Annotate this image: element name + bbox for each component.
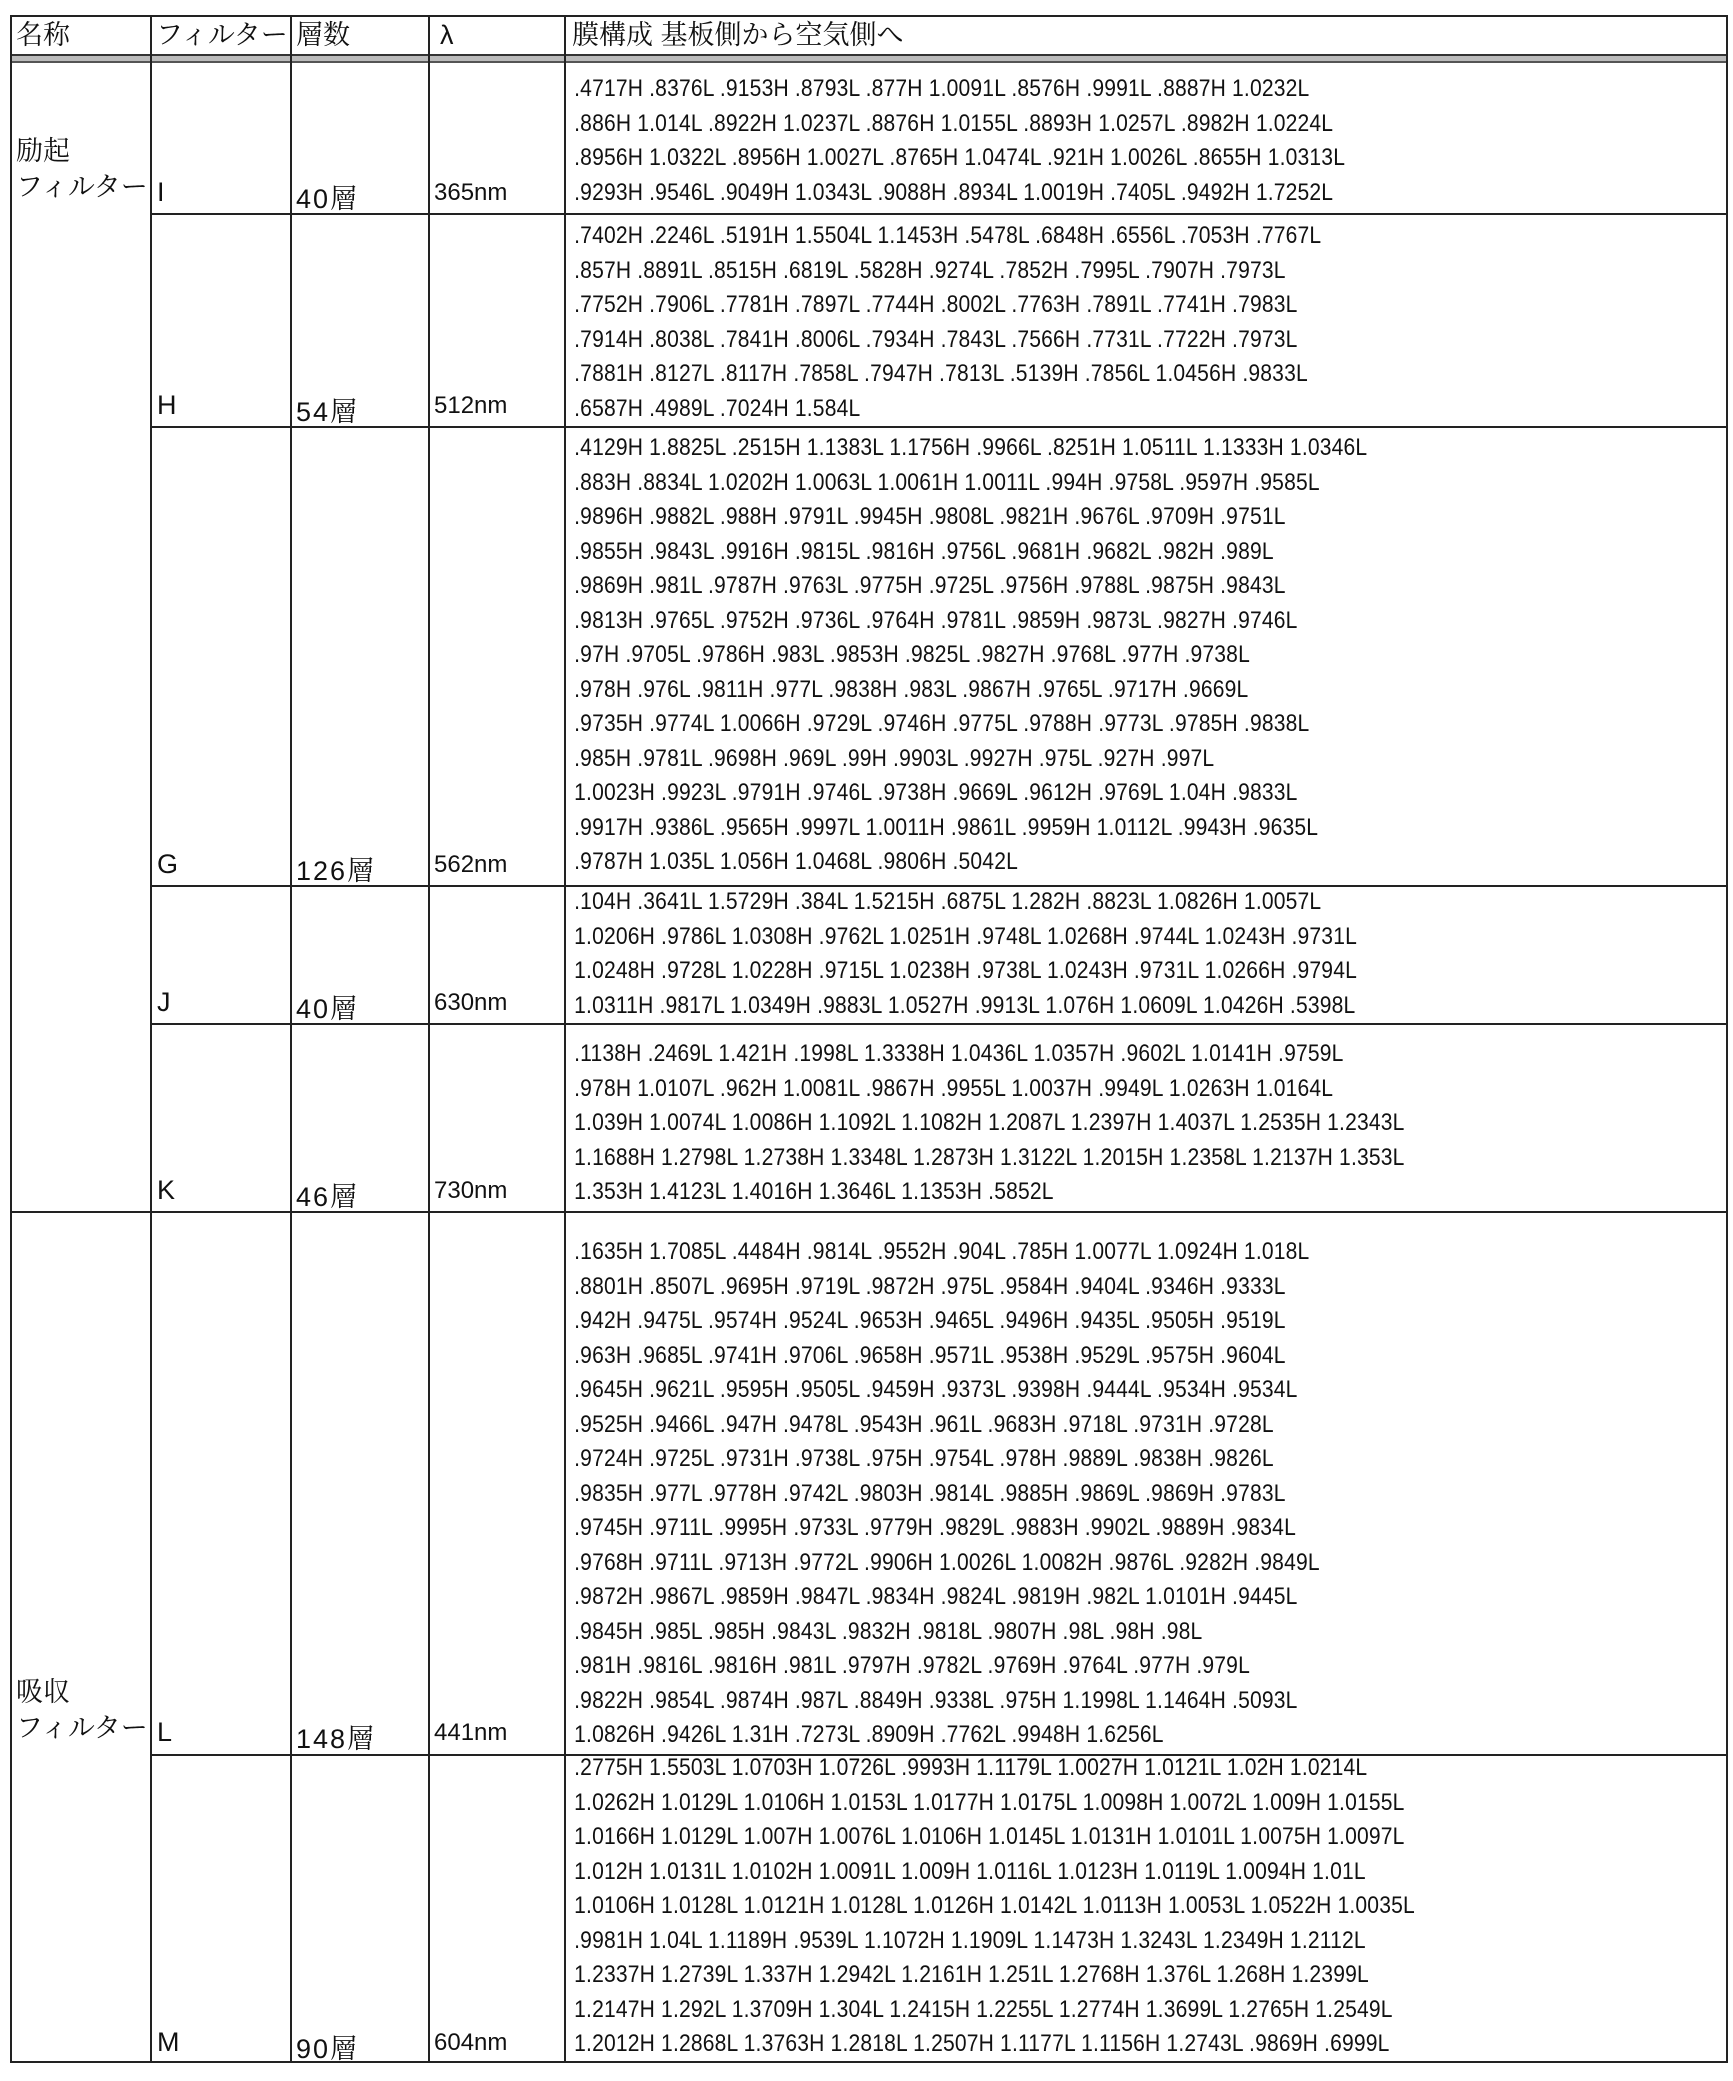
film-line: .978H .976L .9811H .977L .9838H .983L .9867H .9765L .9717H .9669L <box>574 673 1562 708</box>
film-line: .9855H .9843L .9916H .9815L .9816H .9756L .9681H .9682L .982H .989L <box>574 535 1562 570</box>
film-structure-G <box>569 431 1562 880</box>
film-line: 1.0248H .9728L 1.0228H .9715L 1.0238H .9738L 1.0243H .9731L 1.0266H .9794L <box>574 954 1562 989</box>
group-label-line1: 励起 <box>16 133 150 169</box>
film-line: .9845H .985L .985H .9843L .9832H .9818L .9807H .98L .98H .98L <box>574 1615 1562 1650</box>
film-line: .9981H 1.04L 1.1189H .9539L 1.1072H 1.1909L 1.1473H 1.3243L 1.2349H 1.2112L <box>574 1924 1562 1959</box>
film-line: .7881H .8127L .8117H .7858L .7947H .7813L .5139H .7856L 1.0456H .9833L <box>574 357 1562 392</box>
group-label-line2: フィルター <box>16 1710 150 1746</box>
group-divider <box>12 1211 1726 1213</box>
film-line: .883H .8834L 1.0202H 1.0063L 1.0061H 1.0011L .994H .9758L .9597H .9585L <box>574 466 1562 501</box>
header-name: 名称 <box>12 17 150 54</box>
film-line: .963H .9685L .9741H .9706L .9658H .9571L .9538H .9529L .9575H .9604L <box>574 1339 1562 1374</box>
row-filter-name: K <box>157 1175 175 1206</box>
film-line: 1.0311H .9817L 1.0349H .9883L 1.0527H .9913L 1.076H 1.0609L 1.0426H .5398L <box>574 989 1562 1024</box>
row-layer-count: 90層 <box>296 2027 359 2066</box>
film-line: 1.2012H 1.2868L 1.3763H 1.2818L 1.2507H 1.1177L 1.1156H 1.2743L .9869H .6999L <box>574 2027 1562 2062</box>
film-line: .857H .8891L .8515H .6819L .5828H .9274L .7852H .7995L .7907H .7973L <box>574 254 1562 289</box>
film-line: 1.039H 1.0074L 1.0086H 1.1092L 1.1082H 1.2087L 1.2397H 1.4037L 1.2535H 1.2343L <box>574 1106 1562 1141</box>
film-structure-L <box>569 1235 1562 1753</box>
header-lambda: λ <box>430 17 566 54</box>
row-layer-count: 148層 <box>296 1717 376 1756</box>
film-line: .4129H 1.8825L .2515H 1.1383L 1.1756H .9966L .8251H 1.0511L 1.1333H 1.0346L <box>574 431 1562 466</box>
film-structure-H <box>569 219 1562 426</box>
film-line: .9822H .9854L .9874H .987L .8849H .9338L .975H 1.1998L 1.1464H .5093L <box>574 1684 1562 1719</box>
film-line: .8956H 1.0322L .8956H 1.0027L .8765H 1.0474L .921H 1.0026L .8655H 1.0313L <box>574 141 1562 176</box>
film-structure-K <box>569 1037 1562 1210</box>
row-wavelength: 730nm <box>434 1177 507 1205</box>
row-wavelength: 512nm <box>434 392 507 420</box>
film-line: .978H 1.0107L .962H 1.0081L .9867H .9955L 1.0037H .9949L 1.0263H 1.0164L <box>574 1072 1562 1107</box>
row-filter-name: M <box>157 2027 180 2058</box>
film-line: .97H .9705L .9786H .983L .9853H .9825L .9827H .9768L .977H .9738L <box>574 638 1562 673</box>
film-line: .8801H .8507L .9695H .9719L .9872H .975L .9584H .9404L .9346H .9333L <box>574 1270 1562 1305</box>
group-excitation-filter <box>12 133 150 205</box>
film-line: .942H .9475L .9574H .9524L .9653H .9465L .9496H .9435L .9505H .9519L <box>574 1304 1562 1339</box>
group-label-line2: フィルター <box>16 169 150 205</box>
film-line: .981H .9816L .9816H .981L .9797H .9782L .9769H .9764L .977H .979L <box>574 1649 1562 1684</box>
film-line: .9917H .9386L .9565H .9997L 1.0011H .9861L .9959H 1.0112L .9943H .9635L <box>574 811 1562 846</box>
film-structure-I <box>569 72 1562 210</box>
film-line: .985H .9781L .9698H .969L .99H .9903L .9927H .975L .927H .997L <box>574 742 1562 777</box>
group-absorption-filter <box>12 1674 150 1746</box>
film-line: .886H 1.014L .8922H 1.0237L .8876H 1.0155L .8893H 1.0257L .8982H 1.0224L <box>574 107 1562 142</box>
film-line: .7914H .8038L .7841H .8006L .7934H .7843L .7566H .7731L .7722H .7973L <box>574 323 1562 358</box>
film-line: 1.2337H 1.2739L 1.337H 1.2942L 1.2161H 1.251L 1.2768H 1.376L 1.268H 1.2399L <box>574 1958 1562 1993</box>
row-wavelength: 441nm <box>434 1719 507 1747</box>
film-line: .9896H .9882L .988H .9791L .9945H .9808L .9821H .9676L .9709H .9751L <box>574 500 1562 535</box>
film-line: .1635H 1.7085L .4484H .9814L .9552H .904L .785H 1.0077L 1.0924H 1.018L <box>574 1235 1562 1270</box>
header-film-structure: 膜構成 基板側から空気側へ <box>568 17 1718 54</box>
film-line: 1.0023H .9923L .9791H .9746L .9738H .9669L .9612H .9769L 1.04H .9833L <box>574 776 1562 811</box>
film-line: 1.012H 1.0131L 1.0102H 1.0091L 1.009H 1.0116L 1.0123H 1.0119L 1.0094H 1.01L <box>574 1855 1562 1890</box>
film-line: .4717H .8376L .9153H .8793L .877H 1.0091L .8576H .9991L .8887H 1.0232L <box>574 72 1562 107</box>
row-layer-count: 54層 <box>296 390 359 429</box>
row-wavelength: 630nm <box>434 989 507 1017</box>
film-line: 1.0826H .9426L 1.31H .7273L .8909H .7762L .9948H 1.6256L <box>574 1718 1562 1753</box>
film-line: .9645H .9621L .9595H .9505L .9459H .9373L .9398H .9444L .9534H .9534L <box>574 1373 1562 1408</box>
film-line: .9869H .981L .9787H .9763L .9775H .9725L .9756H .9788L .9875H .9843L <box>574 569 1562 604</box>
row-wavelength: 562nm <box>434 851 507 879</box>
film-line: .9813H .9765L .9752H .9736L .9764H .9781L .9859H .9873L .9827H .9746L <box>574 604 1562 639</box>
film-line: .9872H .9867L .9859H .9847L .9834H .9824L .9819H .982L 1.0101H .9445L <box>574 1580 1562 1615</box>
row-divider <box>150 426 1726 428</box>
row-filter-name: H <box>157 390 177 421</box>
film-line: .9835H .977L .9778H .9742L .9803H .9814L .9885H .9869L .9869H .9783L <box>574 1477 1562 1512</box>
header-layers: 層数 <box>292 17 428 54</box>
film-line: .9745H .9711L .9995H .9733L .9779H .9829L .9883H .9902L .9889H .9834L <box>574 1511 1562 1546</box>
film-line: .9735H .9774L 1.0066H .9729L .9746H .9775L .9788H .9773L .9785H .9838L <box>574 707 1562 742</box>
row-layer-count: 40層 <box>296 177 359 216</box>
film-line: .1138H .2469L 1.421H .1998L 1.3338H 1.0436L 1.0357H .9602L 1.0141H .9759L <box>574 1037 1562 1072</box>
row-layer-count: 46層 <box>296 1175 359 1214</box>
row-layer-count: 126層 <box>296 849 376 888</box>
row-filter-name: I <box>157 177 165 208</box>
row-divider <box>150 213 1726 215</box>
row-filter-name: G <box>157 849 178 880</box>
film-line: .9768H .9711L .9713H .9772L .9906H 1.0026L 1.0082H .9876L .9282H .9849L <box>574 1546 1562 1581</box>
film-line: 1.1688H 1.2798L 1.2738H 1.3348L 1.2873H 1.3122L 1.2015H 1.2358L 1.2137H 1.353L <box>574 1141 1562 1176</box>
header-filter: フィルター <box>152 17 290 54</box>
header-divider <box>12 54 1726 63</box>
film-line: .9293H .9546L .9049H 1.0343L .9088H .8934L 1.0019H .7405L .9492H 1.7252L <box>574 176 1562 211</box>
film-line: 1.0106H 1.0128L 1.0121H 1.0128L 1.0126H 1.0142L 1.0113H 1.0053L 1.0522H 1.0035L <box>574 1889 1562 1924</box>
film-line: .104H .3641L 1.5729H .384L 1.5215H .6875L 1.282H .8823L 1.0826H 1.0057L <box>574 885 1562 920</box>
film-line: 1.0262H 1.0129L 1.0106H 1.0153L 1.0177H 1.0175L 1.0098H 1.0072L 1.009H 1.0155L <box>574 1786 1562 1821</box>
row-divider <box>150 1023 1726 1025</box>
film-structure-J <box>569 885 1562 1023</box>
row-filter-name: J <box>157 987 171 1018</box>
film-line: .6587H .4989L .7024H 1.584L <box>574 392 1562 427</box>
film-line: .7752H .7906L .7781H .7897L .7744H .8002L .7763H .7891L .7741H .7983L <box>574 288 1562 323</box>
film-line: 1.353H 1.4123L 1.4016H 1.3646L 1.1353H .5852L <box>574 1175 1562 1210</box>
film-line: 1.0206H .9786L 1.0308H .9762L 1.0251H .9748L 1.0268H .9744L 1.0243H .9731L <box>574 920 1562 955</box>
row-layer-count: 40層 <box>296 987 359 1026</box>
film-line: .7402H .2246L .5191H 1.5504L 1.1453H .5478L .6848H .6556L .7053H .7767L <box>574 219 1562 254</box>
film-line: 1.0166H 1.0129L 1.007H 1.0076L 1.0106H 1.0145L 1.0131H 1.0101L 1.0075H 1.0097L <box>574 1820 1562 1855</box>
film-line: .2775H 1.5503L 1.0703H 1.0726L .9993H 1.1179L 1.0027H 1.0121L 1.02H 1.0214L <box>574 1751 1562 1786</box>
row-wavelength: 365nm <box>434 179 507 207</box>
film-structure-M <box>569 1751 1562 2062</box>
filter-table <box>10 15 1728 2063</box>
film-line: .9724H .9725L .9731H .9738L .975H .9754L .978H .9889L .9838H .9826L <box>574 1442 1562 1477</box>
film-line: .9787H 1.035L 1.056H 1.0468L .9806H .5042L <box>574 845 1562 880</box>
group-label-line1: 吸収 <box>16 1674 150 1710</box>
film-line: .9525H .9466L .947H .9478L .9543H .961L .9683H .9718L .9731H .9728L <box>574 1408 1562 1443</box>
row-filter-name: L <box>157 1717 172 1748</box>
row-wavelength: 604nm <box>434 2029 507 2057</box>
film-line: 1.2147H 1.292L 1.3709H 1.304L 1.2415H 1.2255L 1.2774H 1.3699L 1.2765H 1.2549L <box>574 1993 1562 2028</box>
